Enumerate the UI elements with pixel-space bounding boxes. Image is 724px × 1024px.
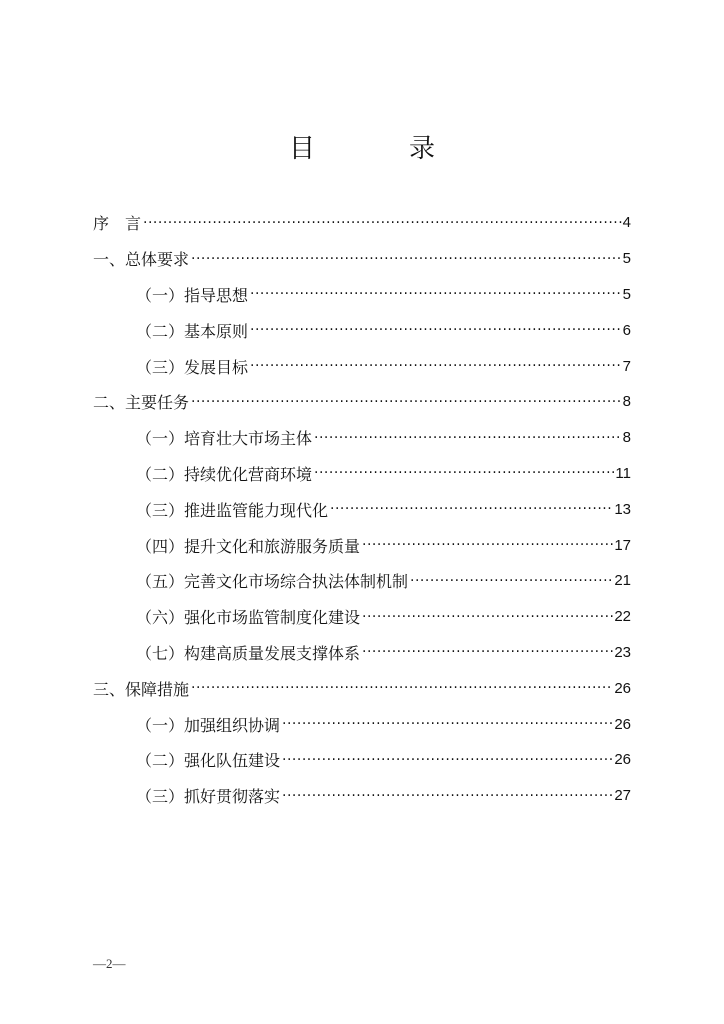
toc-dot-leader (282, 788, 613, 804)
toc-entry-page-number: 22 (614, 608, 631, 626)
toc-entry-label: （七）构建高质量发展支撑体系 (136, 643, 361, 663)
toc-dot-leader (410, 573, 613, 589)
toc-entry-page-number: 17 (614, 536, 631, 554)
toc-entry-label: （四）提升文化和旅游服务质量 (136, 536, 361, 556)
toc-dot-leader (314, 465, 614, 481)
toc-dot-leader (282, 716, 613, 732)
toc-entry-page-number: 26 (614, 679, 631, 697)
toc-entry[interactable] (136, 491, 631, 527)
toc-entry-page-number: 8 (622, 393, 631, 411)
toc-dot-leader (191, 680, 613, 696)
toc-dot-leader (250, 358, 622, 374)
toc-entry-page-number: 7 (622, 357, 631, 375)
toc-entry-label: （一）培育壮大市场主体 (136, 429, 313, 449)
toc-dot-leader (282, 752, 613, 768)
toc-entry-label: 序 言 (93, 214, 142, 234)
toc-dot-leader (250, 322, 622, 338)
table-of-contents (0, 205, 724, 814)
toc-entry-page-number: 21 (614, 572, 631, 590)
toc-dot-leader (191, 394, 622, 410)
toc-entry[interactable] (136, 635, 631, 671)
toc-dot-leader (250, 286, 622, 302)
toc-entry-label: 三、保障措施 (93, 679, 190, 699)
toc-entry[interactable] (136, 456, 631, 492)
toc-entry-label: （三）推进监管能力现代化 (136, 500, 329, 520)
toc-entry[interactable] (136, 778, 631, 814)
toc-entry[interactable] (136, 420, 631, 456)
toc-entry[interactable] (93, 205, 631, 241)
toc-entry-page-number: 6 (622, 321, 631, 339)
toc-entry-page-number: 26 (614, 715, 631, 733)
toc-dot-leader (362, 644, 613, 660)
toc-dot-leader (362, 537, 613, 553)
toc-entry-page-number: 13 (614, 500, 631, 518)
toc-entry-label: （二）持续优化营商环境 (136, 464, 313, 484)
toc-dot-leader (191, 251, 622, 267)
toc-entry-label: （二）基本原则 (136, 321, 249, 341)
toc-entry-label: （一）指导思想 (136, 285, 249, 305)
toc-entry[interactable] (136, 599, 631, 635)
toc-entry-label: （二）强化队伍建设 (136, 751, 281, 771)
toc-entry-label: （三）发展目标 (136, 357, 249, 377)
toc-entry-label: （一）加强组织协调 (136, 715, 281, 735)
toc-entry[interactable] (136, 312, 631, 348)
toc-dot-leader (143, 215, 622, 231)
page-title: 目 录 (288, 134, 469, 164)
toc-entry[interactable] (136, 563, 631, 599)
toc-entry-page-number: 11 (615, 464, 631, 482)
toc-dot-leader (330, 501, 613, 517)
toc-entry-page-number: 4 (622, 214, 631, 232)
toc-entry-label: （三）抓好贯彻落实 (136, 787, 281, 807)
toc-entry-label: 二、主要任务 (93, 393, 190, 413)
toc-entry[interactable] (136, 706, 631, 742)
toc-entry-label: （六）强化市场监管制度化建设 (136, 608, 361, 628)
toc-entry-page-number: 23 (614, 643, 631, 661)
toc-entry[interactable] (93, 241, 631, 277)
toc-entry-page-number: 5 (622, 250, 631, 268)
toc-entry[interactable] (93, 384, 631, 420)
toc-entry[interactable] (136, 277, 631, 313)
toc-entry-page-number: 5 (622, 285, 631, 303)
toc-entry[interactable] (93, 670, 631, 706)
toc-entry-page-number: 8 (622, 429, 631, 447)
toc-entry-label: 一、总体要求 (93, 250, 190, 270)
toc-entry-page-number: 27 (614, 787, 631, 805)
toc-entry[interactable] (136, 527, 631, 563)
footer-page-number: —2— (93, 956, 126, 971)
toc-dot-leader (362, 609, 613, 625)
toc-dot-leader (314, 430, 622, 446)
toc-entry[interactable] (136, 348, 631, 384)
toc-entry-page-number: 26 (614, 751, 631, 769)
toc-entry[interactable] (136, 742, 631, 778)
toc-entry-label: （五）完善文化市场综合执法体制机制 (136, 572, 409, 592)
